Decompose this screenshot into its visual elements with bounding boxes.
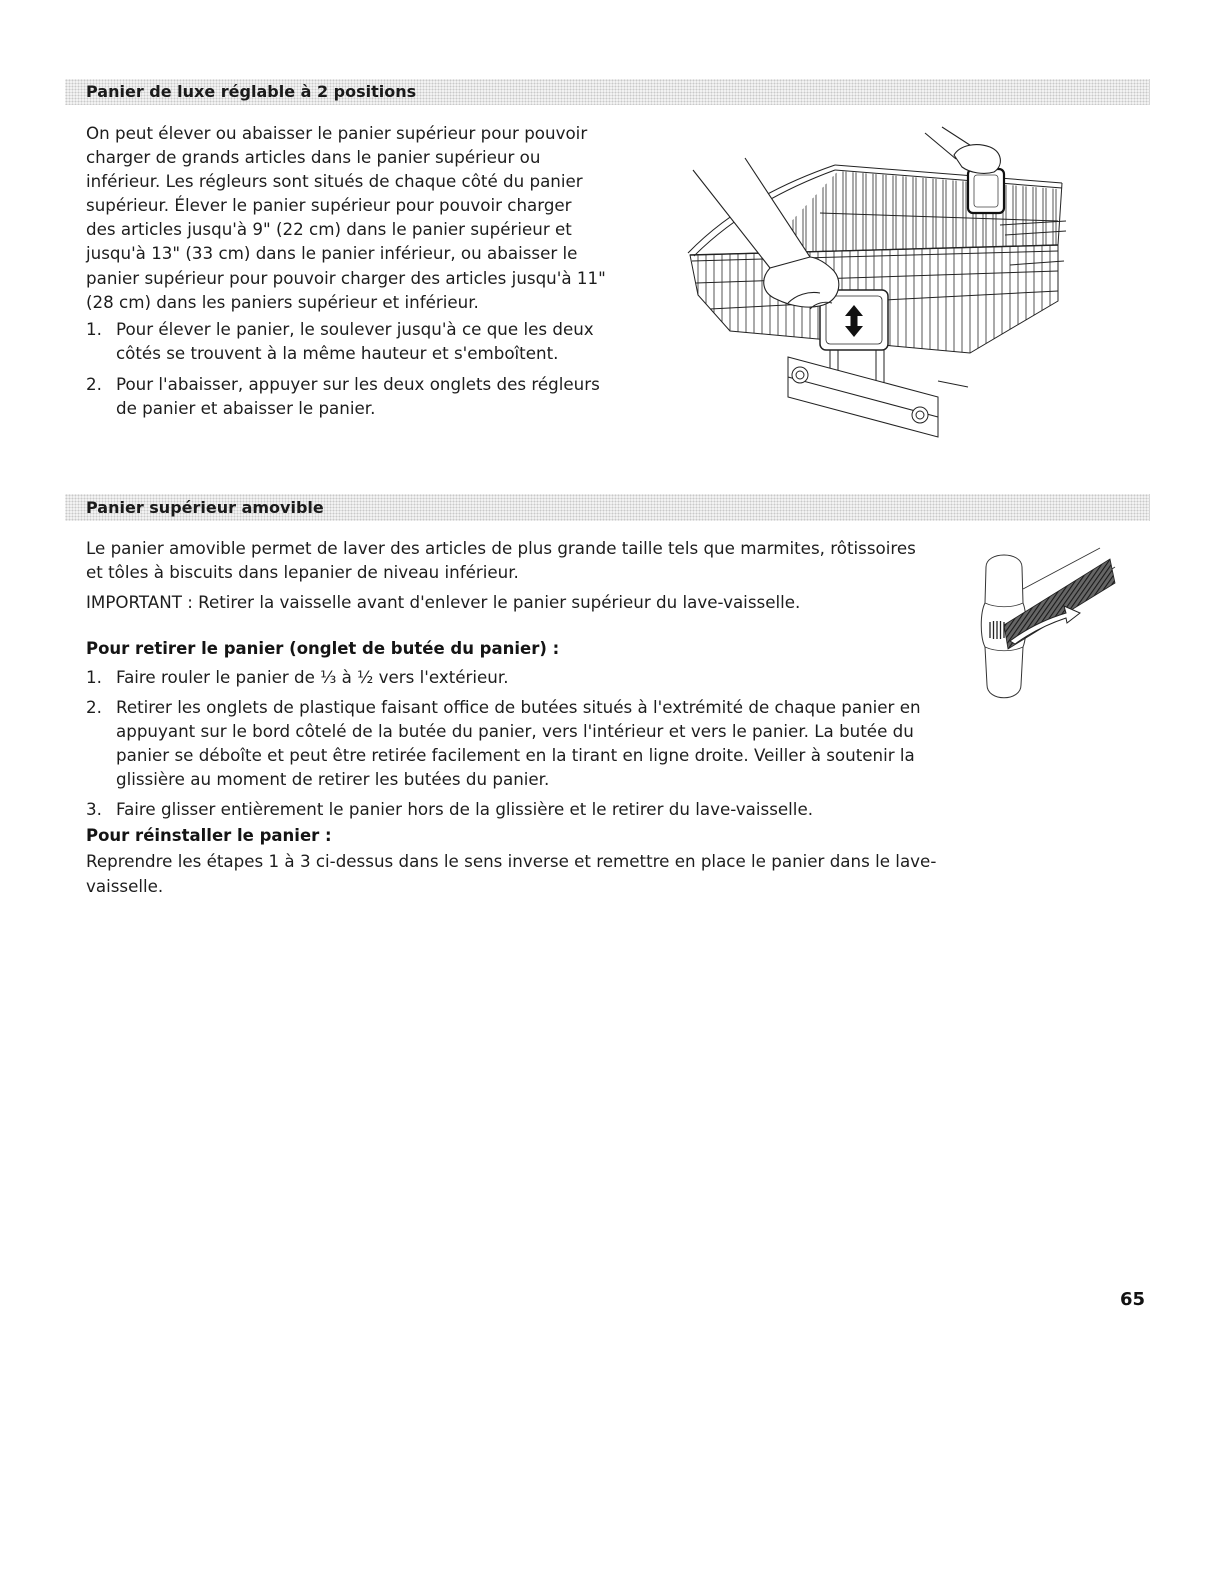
- step-text-line: glissière au moment de retirer les butées du panier.: [116, 769, 550, 789]
- page-number: 65: [1120, 1289, 1146, 1310]
- paragraph-line: des articles jusqu'à 9" (22 cm) dans le panier supérieur et: [86, 219, 572, 239]
- step-text-line: de panier et abaisser le panier.: [116, 398, 376, 418]
- right-rack-adjuster: [968, 169, 1004, 213]
- paragraph-line: inférieur. Les régleurs sont situés de chaque côté du panier: [86, 171, 583, 191]
- paragraph-line: charger de grands articles dans le panier supérieur ou: [86, 147, 541, 167]
- step-number: 1.: [86, 319, 102, 339]
- step-text-line: Pour élever le panier, le soulever jusqu'à ce que les deux: [116, 319, 594, 339]
- step-text-line: Pour l'abaisser, appuyer sur les deux onglets des régleurs: [116, 374, 600, 394]
- step-text-line: appuyant sur le bord côtelé de la butée du panier, vers l'intérieur et vers le panier. La butée du: [116, 721, 914, 741]
- step-text-line: Faire rouler le panier de ⅓ à ½ vers l'extérieur.: [116, 667, 509, 687]
- paragraph-line: et tôles à biscuits dans lepanier de niveau inférieur.: [86, 562, 519, 582]
- section-header-removable-rack: [65, 494, 1150, 521]
- section-title: Panier de luxe réglable à 2 positions: [86, 82, 417, 101]
- paragraph-line: jusqu'à 13" (33 cm) dans le panier inférieur, ou abaisser le: [86, 243, 578, 263]
- section-title: Panier supérieur amovible: [86, 498, 324, 517]
- paragraph-line: vaisselle.: [86, 876, 164, 896]
- step-text-line: Faire glisser entièrement le panier hors de la glissière et le retirer du lave-vaisselle.: [116, 799, 814, 819]
- step-text-line: Retirer les onglets de plastique faisant office de butées situés à l'extrémité de chaque panier en: [116, 697, 921, 717]
- rack-stop-illustration: [968, 545, 1118, 705]
- section-header-adjustable-rack: [65, 79, 1150, 105]
- paragraph-line: On peut élever ou abaisser le panier supérieur pour pouvoir: [86, 123, 588, 143]
- important-note: IMPORTANT : Retirer la vaisselle avant d'enlever le panier supérieur du lave-vaisselle.: [86, 592, 801, 612]
- paragraph-line: Le panier amovible permet de laver des articles de plus grande taille tels que marmites, rôtissoires: [86, 538, 916, 558]
- adjuster-mechanism: [788, 350, 968, 437]
- remove-rack-heading: Pour retirer le panier (onglet de butée du panier) :: [86, 639, 560, 658]
- paragraph-line: (28 cm) dans les paniers supérieur et inférieur.: [86, 292, 479, 312]
- rack-height-adjuster-illustration: [670, 125, 1070, 445]
- step-number: 2.: [86, 697, 102, 717]
- paragraph-line: supérieur. Élever le panier supérieur pour pouvoir charger: [86, 195, 572, 215]
- step-number: 1.: [86, 667, 102, 687]
- right-hand: [925, 127, 1000, 173]
- paragraph-line: panier supérieur pour pouvoir charger des articles jusqu'à 11": [86, 268, 606, 288]
- step-number: 2.: [86, 374, 102, 394]
- step-text-line: côtés se trouvent à la même hauteur et s'emboîtent.: [116, 343, 559, 363]
- step-number: 3.: [86, 799, 102, 819]
- paragraph-line: Reprendre les étapes 1 à 3 ci-dessus dans le sens inverse et remettre en place le panier dans le lave-: [86, 851, 937, 871]
- reinstall-rack-heading: Pour réinstaller le panier :: [86, 826, 332, 845]
- step-text-line: panier se déboîte et peut être retirée facilement en la tirant en ligne droite. Veiller à soutenir la: [116, 745, 915, 765]
